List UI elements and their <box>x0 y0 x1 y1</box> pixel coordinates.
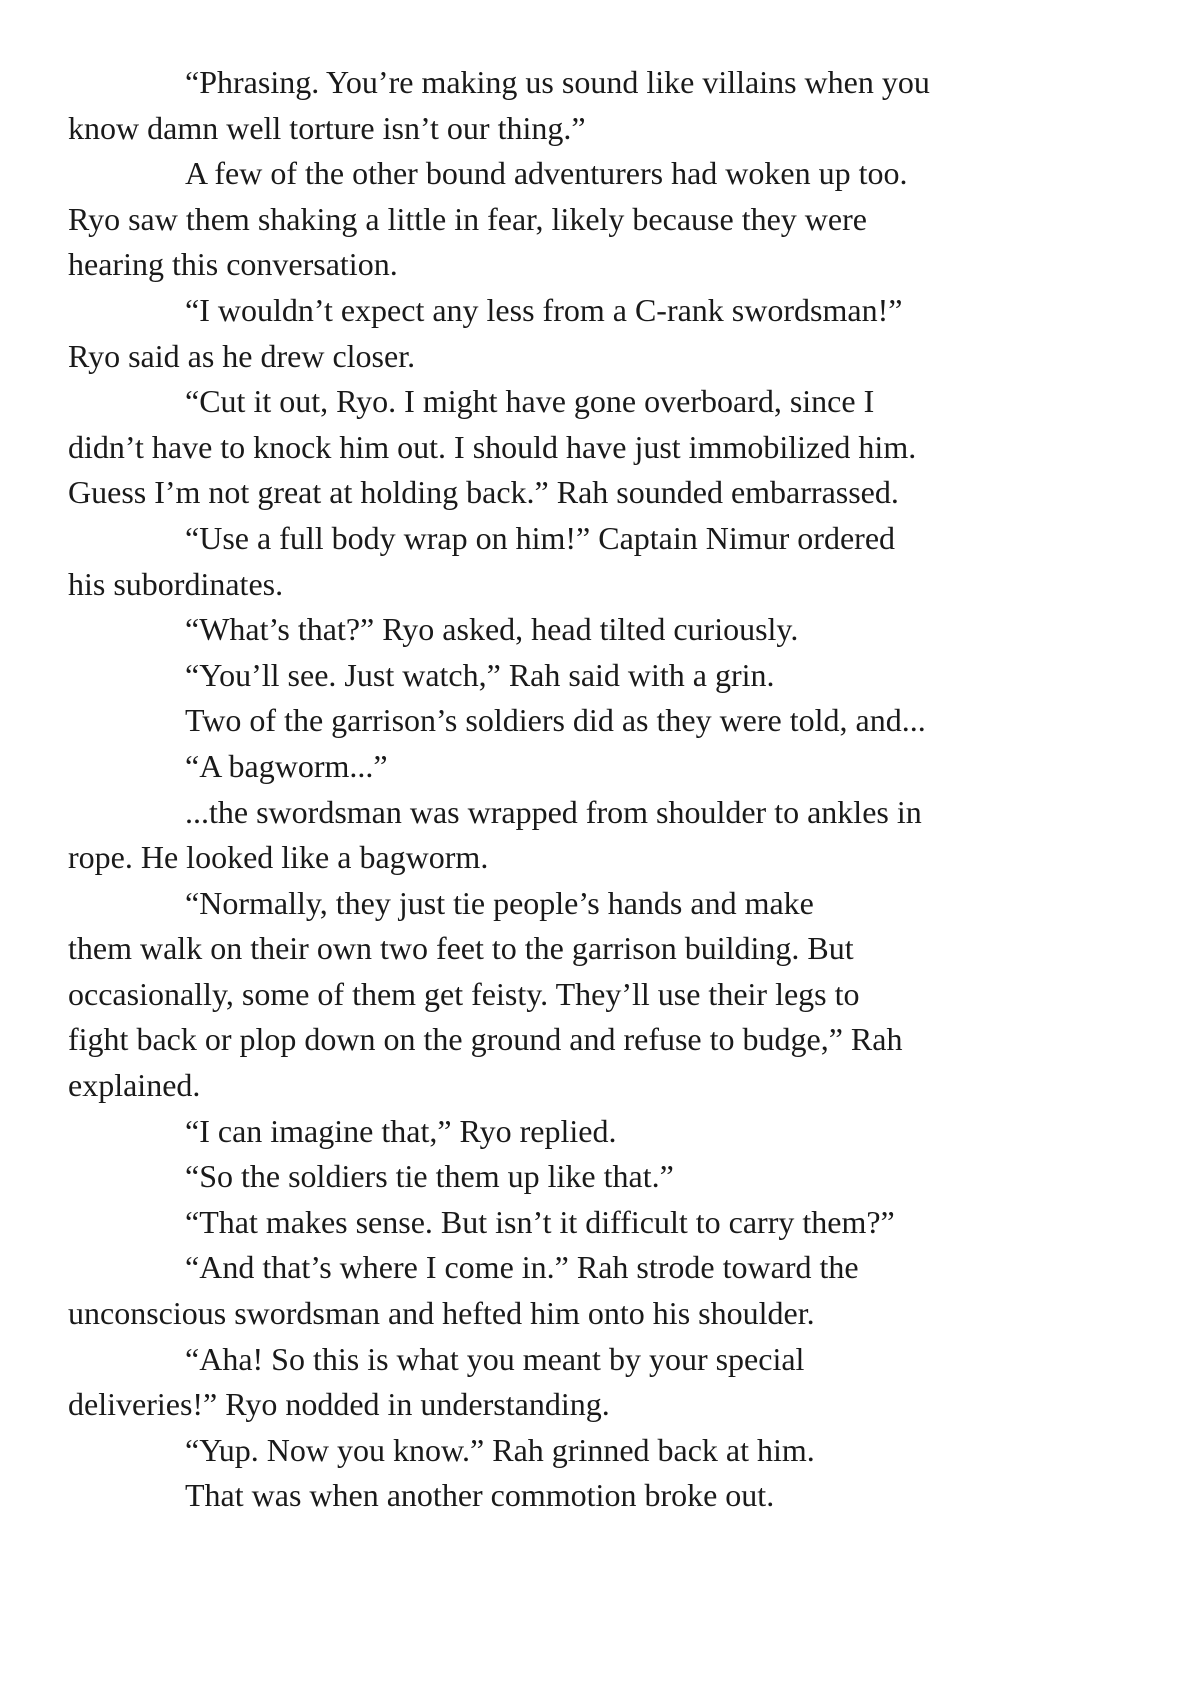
text-line: occasionally, some of them get feisty. They’ll use their legs to <box>68 975 860 1012</box>
text-line: “Aha! So this is what you meant by your special <box>185 1340 805 1377</box>
text-line: “So the soldiers tie them up like that.” <box>185 1158 674 1195</box>
text-line: rope. He looked like a bagworm. <box>68 839 489 876</box>
text-line: “Yup. Now you know.” Rah grinned back at him. <box>185 1431 815 1468</box>
text-line: “And that’s where I come in.” Rah strode toward the <box>185 1249 859 1286</box>
text-line: deliveries!” Ryo nodded in understanding. <box>68 1386 610 1423</box>
text-line: Ryo said as he drew closer. <box>68 337 416 374</box>
text-line: didn’t have to knock him out. I should have just immobilized him. <box>68 428 917 465</box>
text-line: Ryo saw them shaking a little in fear, likely because they were <box>68 200 867 237</box>
document-page <box>68 60 1128 1519</box>
text-line: “Use a full body wrap on him!” Captain Nimur ordered <box>185 519 896 556</box>
text-line: fight back or plop down on the ground and refuse to budge,” Rah <box>68 1021 903 1058</box>
text-line: “Phrasing. You’re making us sound like villains when you <box>185 64 930 100</box>
text-line: “I wouldn’t expect any less from a C-rank swordsman!” <box>185 291 903 328</box>
text-line: “A bagworm...” <box>185 747 388 784</box>
text-line: explained. <box>68 1067 201 1104</box>
text-line: hearing this conversation. <box>68 246 398 283</box>
text-line: ...the swordsman was wrapped from shoulder to ankles in <box>185 793 922 830</box>
text-line: Guess I’m not great at holding back.” Rah sounded embarrassed. <box>68 474 899 511</box>
text-line: That was when another commotion broke out. <box>185 1477 775 1514</box>
text-line: “I can imagine that,” Ryo replied. <box>185 1112 617 1149</box>
text-line: unconscious swordsman and hefted him onto his shoulder. <box>68 1295 815 1332</box>
text-line: know damn well torture isn’t our thing.” <box>68 109 586 146</box>
text-line: “Cut it out, Ryo. I might have gone overboard, since I <box>185 383 875 420</box>
text-line: them walk on their own two feet to the garrison building. But <box>68 930 854 967</box>
text-line: his subordinates. <box>68 565 284 602</box>
text-line: “Normally, they just tie people’s hands and make <box>185 884 814 921</box>
text-line: “What’s that?” Ryo asked, head tilted curiously. <box>185 611 799 648</box>
text-line: “You’ll see. Just watch,” Rah said with a grin. <box>185 656 775 693</box>
text-line: Two of the garrison’s soldiers did as they were told, and... <box>185 702 926 739</box>
text-line: A few of the other bound adventurers had woken up too. <box>185 155 908 192</box>
text-line: “That makes sense. But isn’t it difficult to carry them?” <box>185 1203 895 1240</box>
